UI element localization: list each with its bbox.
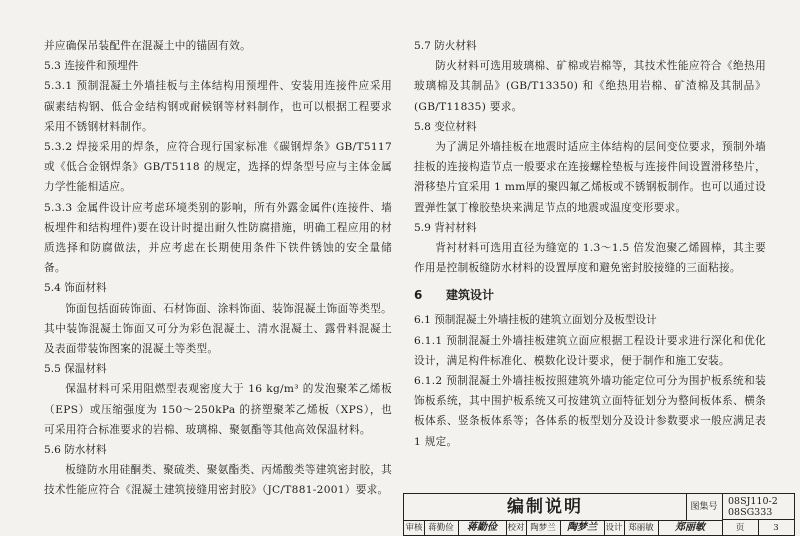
page-number: 3 — [773, 523, 779, 533]
review-signature: 蒋勤俭 — [458, 520, 507, 536]
clause-paragraph: 并应确保吊装配件在混凝土中的锚固有效。 — [44, 40, 251, 52]
check-label: 校对 — [506, 520, 527, 536]
clause-paragraph: 5.3.2 焊接采用的焊条，应符合现行国家标准《碳钢焊条》GB/T5117 或《低合金钢焊条》GB/T5118 的规定，选择的焊条型号应与主体金属力学性能相适应。 — [44, 141, 392, 194]
body-paragraph: 保温材料可采用阻燃型表观密度大于 16 kg/m³ 的发泡聚苯乙烯板（EPS）或压缩强度为 150～250kPa 的挤塑聚苯乙烯板（XPS），也可采用符合标准要求的岩棉、玻璃棉、聚氨酯等其他高效保温材料。 — [44, 383, 392, 436]
review-label: 审核 — [404, 520, 425, 536]
clause-paragraph: 5.3.3 金属件设计应考虑环境类别的影响，所有外露金属件(连接件、墙板埋件和结构埋件)要在设计时提出耐久性防腐措施，明确工程应用的材质选择和防腐做法，并应考虑在长期使用条件下铁件锈蚀的安全量储备。 — [44, 201, 392, 275]
subsection-heading: 5.8 变位材料 — [414, 120, 477, 133]
section-number: 6 — [414, 288, 423, 303]
page-label: 页 — [722, 520, 759, 536]
check-signature: 陶梦兰 — [560, 520, 605, 536]
subsection-heading: 5.6 防水材料 — [44, 444, 107, 457]
review-name: 蒋勤俭 — [424, 520, 459, 536]
subsection-heading: 5.7 防火材料 — [414, 40, 477, 52]
body-paragraph: 板缝防水用硅酮类、聚硫类、聚氨酯类、丙烯酸类等建筑密封胶，其技术性能应符合《混凝土建筑接缝用密封胶》（JC/T881-2001）要求。 — [44, 464, 392, 497]
clause-paragraph: 6.1.1 预制混凝土外墙挂板建筑立面应根据工程设计要求进行深化和优化设计，满足构件标准化、模数化设计要求，便于制作和施工安装。 — [414, 334, 766, 367]
subsection-heading: 6.1 预制混凝土外墙挂板的建筑立面划分及板型设计 — [414, 314, 657, 327]
atlas-number — [722, 494, 794, 520]
subsection-heading: 5.3 连接件和预埋件 — [44, 60, 139, 73]
check-name: 陶梦兰 — [526, 520, 561, 536]
section-title: 建筑设计 — [446, 288, 495, 303]
atlas-number-label: 图集号 — [686, 494, 723, 521]
title-block — [403, 493, 795, 536]
subsection-heading: 5.5 保温材料 — [44, 363, 107, 376]
body-paragraph: 背衬材料可选用直径为缝宽的 1.3～1.5 倍发泡聚乙烯圆棒，其主要作用是控制板缝防水材料的设置厚度和避免密封胶接缝的三面粘接。 — [414, 242, 766, 275]
subsection-heading: 5.4 饰面材料 — [44, 282, 107, 295]
section-heading — [414, 284, 766, 306]
left-text-column — [44, 36, 392, 501]
atlas-number-1: 08SJ110-2 — [728, 496, 778, 507]
clause-paragraph: 5.3.1 预制混凝土外墙挂板与主体结构用预埋件、安装用连接件应采用碳素结构钢、低合金结构钢或耐候钢等材料制作，也可以根据工程要求采用不锈钢材料制作。 — [44, 80, 392, 133]
right-text-column — [414, 36, 766, 452]
design-name: 郑丽敏 — [624, 520, 659, 536]
clause-paragraph: 6.1.2 预制混凝土外墙挂板按照建筑外墙功能定位可分为围护板系统和装饰板系统，其中围护板系统又可按建筑立面特征划分为整间板体系、横条板体系、竖条板体系等；各体系的板型划分及设计参数要求一般应满足表 1 规定。 — [414, 375, 766, 448]
design-label: 设计 — [604, 520, 625, 536]
subsection-heading: 5.9 背衬材料 — [414, 221, 477, 234]
design-signature: 郑丽敏 — [658, 520, 723, 536]
body-paragraph: 防火材料可选用玻璃棉、矿棉或岩棉等，其技术性能应符合《绝热用玻璃棉及其制品》(GB/T13350) 和《绝热用岩棉、矿渣棉及其制品》(GB/T11835) 要求。 — [414, 60, 766, 113]
body-paragraph: 为了满足外墙挂板在地震时适应主体结构的层间变位要求，预制外墙挂板的连接构造节点一般要求在连接螺栓垫板与连接件间设置滑移垫片，滑移垫片宜采用 1 mm厚的聚四氟乙烯板或不锈钢板制作。也可以通过设置弹性氯丁橡胶垫块来满足节点的地震或温度变形要求。 — [414, 141, 766, 214]
body-paragraph: 饰面包括面砖饰面、石材饰面、涂料饰面、装饰混凝土饰面等类型。其中装饰混凝土饰面又可分为彩色混凝土、清水混凝土、露骨料混凝土及表面带装饰图案的混凝土等类型。 — [44, 302, 392, 356]
title-block-title: 编制说明 — [404, 494, 687, 521]
atlas-number-2: 08SG333 — [728, 507, 773, 518]
signature-row — [404, 520, 794, 536]
